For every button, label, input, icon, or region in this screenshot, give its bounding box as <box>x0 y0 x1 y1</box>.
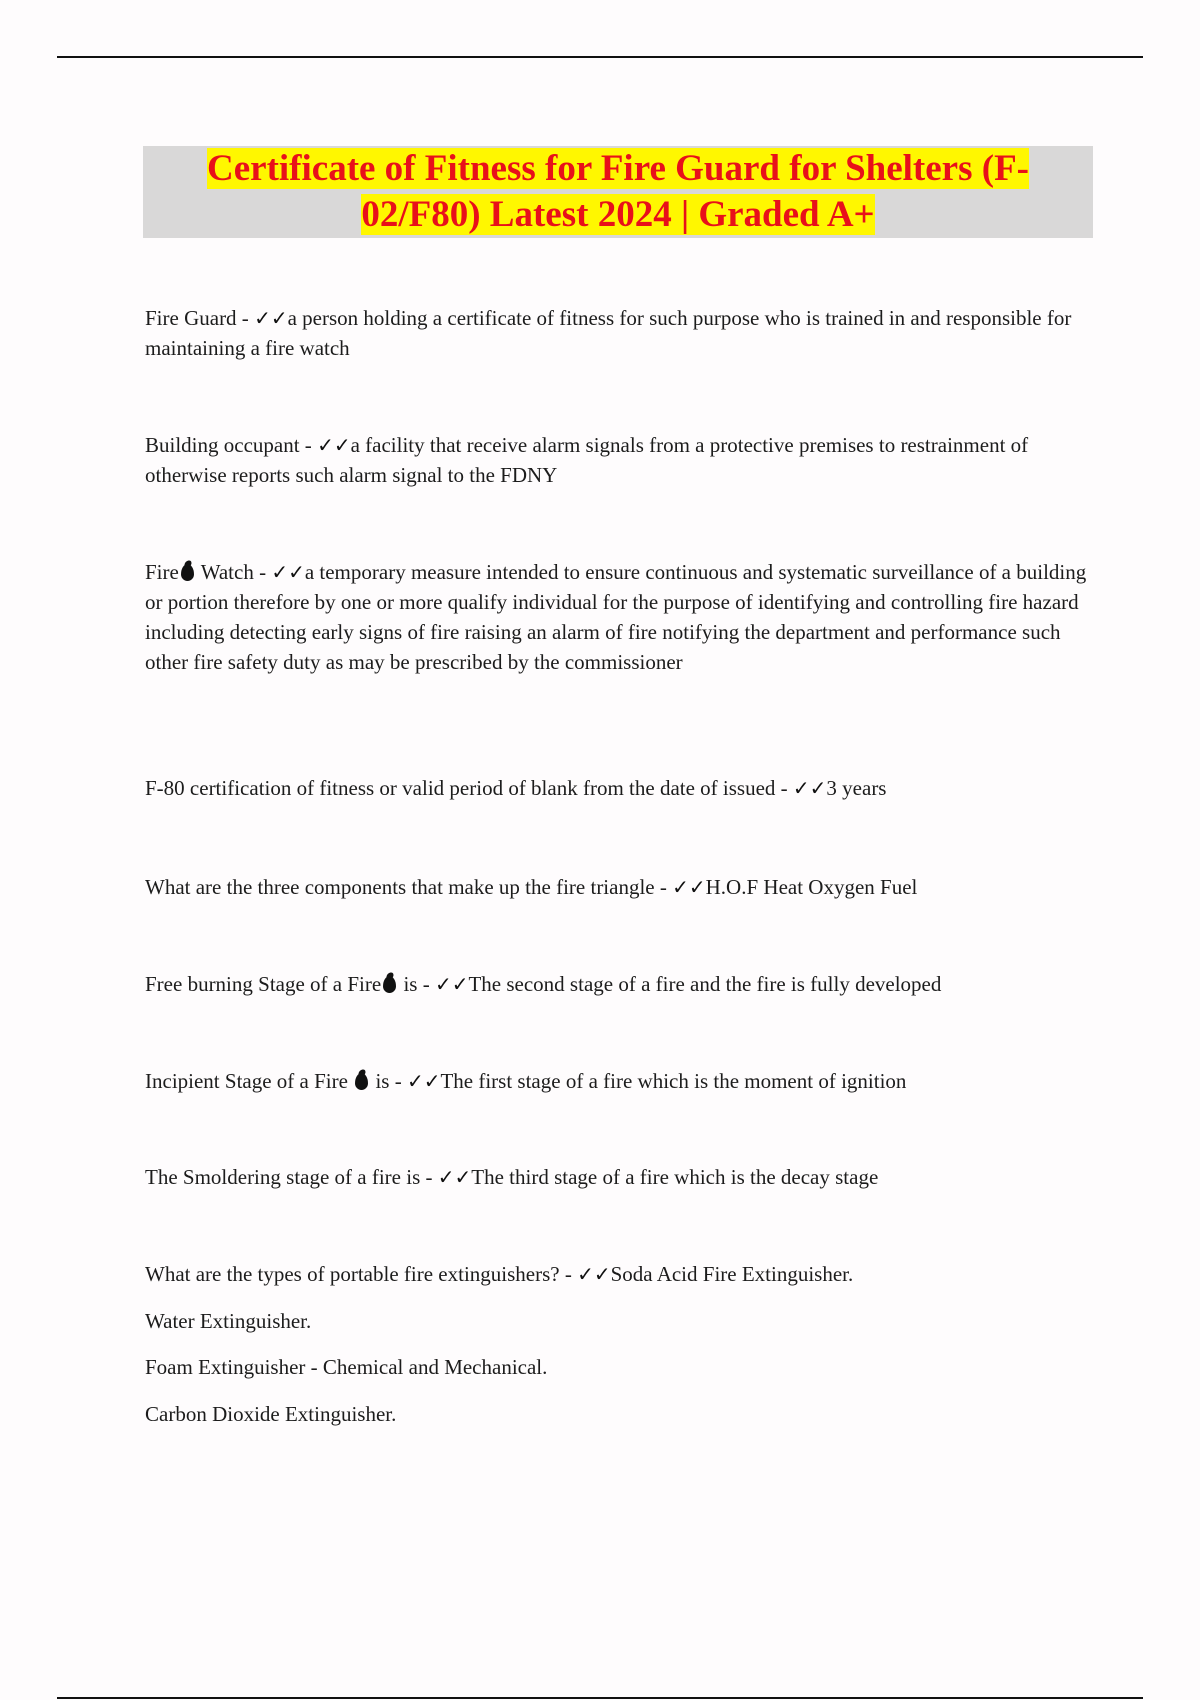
definition: H.O.F Heat Oxygen Fuel <box>705 875 918 899</box>
term: Fire Guard - <box>145 306 255 330</box>
check-icon: ✓✓ <box>792 776 827 800</box>
top-rule <box>57 56 1143 58</box>
term: Incipient Stage of a Fire <box>145 1069 354 1093</box>
term: What are the types of portable fire extinguishers? - <box>145 1262 578 1286</box>
title-line-2: 02/F80) Latest 2024 | Graded A+ <box>361 194 875 235</box>
definition: 3 years <box>826 776 887 800</box>
list-item: Water Extinguisher. <box>145 1309 312 1333</box>
check-icon: ✓✓ <box>577 1262 611 1286</box>
definition: The first stage of a fire which is the moment of ignition <box>440 1069 907 1093</box>
definition: Soda Acid Fire Extinguisher. <box>610 1262 854 1286</box>
definition: a temporary measure intended to ensure continuous and systematic surveillance of a building or portion therefore by one or more qualify individual for the purpose of identifying and controlling fire hazard including detecting early signs of fire raising an alarm of fire notifying the department and performance such other fire safety duty as may be prescribed by the commissioner <box>145 560 1087 674</box>
entry-fire-triangle <box>145 872 1090 902</box>
definition: a person holding a certificate of fitness for such purpose who is trained in and responsible for maintaining a fire watch <box>145 306 1072 360</box>
document-title <box>158 146 1078 238</box>
entry-smoldering-stage <box>145 1162 1090 1192</box>
term: Watch - <box>195 560 272 584</box>
check-icon: ✓✓ <box>434 972 469 996</box>
title-line-1: Certificate of Fitness for Fire Guard for Shelters (F- <box>207 148 1029 189</box>
bottom-rule <box>57 1697 1143 1699</box>
definition: The third stage of a fire which is the decay stage <box>471 1165 879 1189</box>
term: Free burning Stage of a Fire <box>145 972 382 996</box>
list-item: Foam Extinguisher - Chemical and Mechanical. <box>145 1355 548 1379</box>
term: What are the three components that make up the fire triangle - <box>145 875 673 899</box>
entry-portable-extinguishers <box>145 1259 1090 1289</box>
list-item: Carbon Dioxide Extinguisher. <box>145 1402 397 1426</box>
check-icon: ✓✓ <box>254 306 288 330</box>
entry-f80-validity <box>145 773 1090 803</box>
entry-building-occupant <box>145 430 1090 490</box>
definition: a facility that receive alarm signals from a protective premises to restrainment of otherwise reports such alarm signal to the FDNY <box>145 433 1029 487</box>
flame-icon <box>383 976 396 993</box>
check-icon: ✓✓ <box>317 433 351 457</box>
flame-icon <box>355 1073 368 1090</box>
flame-icon <box>181 564 194 581</box>
definition: The second stage of a fire and the fire is fully developed <box>468 972 942 996</box>
term: F-80 certification of fitness or valid period of blank from the date of issued - <box>145 776 793 800</box>
entry-free-burning-stage <box>145 969 1090 999</box>
term: Building occupant - <box>145 433 318 457</box>
term: Fire <box>145 560 179 584</box>
check-icon: ✓✓ <box>406 1069 441 1093</box>
check-icon: ✓✓ <box>271 560 305 584</box>
entry-fire-guard <box>145 303 1090 363</box>
entry-incipient-stage <box>145 1066 1090 1096</box>
entry-fire-watch <box>145 557 1093 677</box>
check-icon: ✓✓ <box>437 1165 472 1189</box>
term: The Smoldering stage of a fire is - <box>145 1165 438 1189</box>
title-banner <box>143 146 1093 238</box>
check-icon: ✓✓ <box>672 875 706 899</box>
term: is - <box>398 972 435 996</box>
term: is - <box>370 1069 407 1093</box>
